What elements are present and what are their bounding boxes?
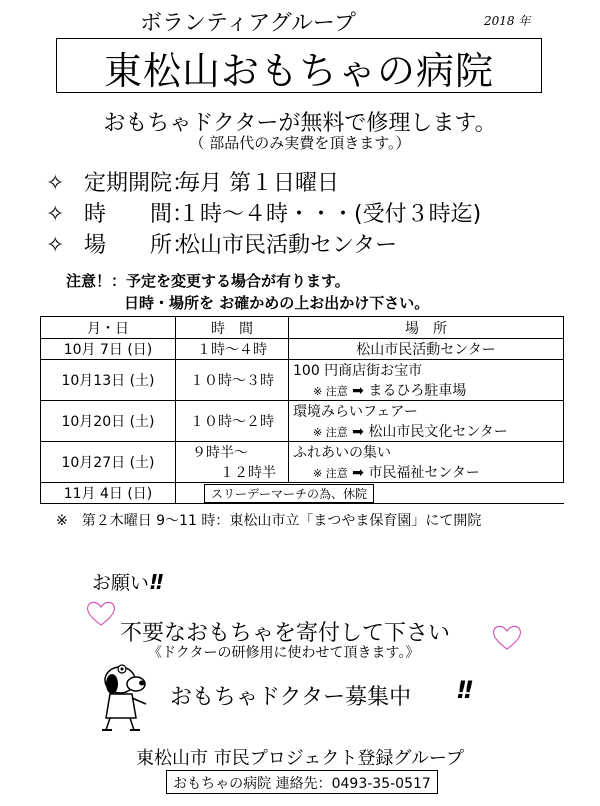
row-place — [289, 360, 564, 401]
heart-icon — [84, 598, 118, 628]
row-date: 10月20日 (土) — [41, 401, 176, 442]
row-date: 10月 7日 (日) — [41, 339, 176, 360]
header-date: 月・日 — [41, 317, 176, 339]
request-heading — [92, 568, 161, 595]
info-schedule — [46, 166, 339, 197]
row-time: １０時～２時 — [176, 401, 289, 442]
exclamation-mark: !! — [149, 570, 162, 594]
row-date: 10月27日 (土) — [41, 442, 176, 483]
lead-text: おもちゃドクターが無料で修理します。 — [103, 111, 497, 136]
header-place: 場 所 — [289, 317, 564, 339]
note-text: 市民福祉センター — [368, 465, 480, 481]
sparkle-icon: ✧ — [46, 202, 65, 227]
info-label: 時 間： — [84, 202, 195, 227]
sparkle-icon: ✧ — [46, 233, 65, 258]
doctor-dog-illustration — [92, 660, 154, 734]
info-hours — [46, 197, 481, 228]
project-group: 東松山市 市民プロジェクト登録グループ — [136, 748, 464, 769]
row-place-name: ふれあいの集い — [293, 445, 391, 461]
group-label: ボランティアグループ — [140, 11, 356, 36]
schedule-table — [40, 316, 564, 504]
row-time — [176, 442, 289, 483]
note-prefix: ※ 注意 — [313, 426, 348, 439]
row-time-end: １２時半 — [220, 465, 276, 481]
page-title: 東松山おもちゃの病院 — [103, 49, 494, 93]
row-time-start: ９時半～ — [192, 445, 248, 461]
cancel-notice: スリーデーマーチの為、休院 — [204, 484, 374, 503]
exclamation-mark: !! — [456, 676, 470, 704]
row-place — [289, 442, 564, 483]
warning-line-1: 注意！：予定を変更する場合が有ります。 — [66, 272, 350, 290]
info-place — [46, 228, 397, 259]
info-value: 毎月 第１日曜日 — [178, 171, 339, 196]
arrow-right-icon: ➡ — [352, 424, 364, 440]
info-value: 松山市民活動センター — [178, 233, 398, 258]
row-place: 松山市民活動センター — [289, 339, 564, 360]
info-value: １時～４時・・・(受付３時迄) — [178, 202, 482, 227]
sparkle-icon: ✧ — [46, 171, 65, 196]
table-row — [41, 339, 564, 360]
note-prefix: ※ 注意 — [313, 385, 348, 398]
table-row — [41, 442, 564, 483]
table-row — [41, 401, 564, 442]
table-header-row — [41, 317, 564, 339]
donate-subtext: 《ドクターの研修用に使わせて頂きます。》 — [148, 645, 420, 661]
note-text: まるひろ駐車場 — [368, 383, 467, 399]
warning-line-2: 日時・場所を お確かめの上お出かけ下さい。 — [124, 294, 430, 312]
row-place-note — [293, 380, 559, 400]
note-prefix: ※ 注意 — [313, 467, 348, 480]
recruit-text: おもちゃドクター募集中 — [170, 685, 412, 710]
table-row — [41, 483, 564, 504]
parts-cost-note: （ 部品代のみ実費を頂きます。） — [189, 134, 411, 152]
request-label: お願い — [92, 572, 150, 594]
row-place — [289, 401, 564, 442]
row-place-name: 環境みらいフェアー — [293, 404, 418, 420]
header-time: 時 間 — [176, 317, 289, 339]
contact-info: おもちゃの病院 連絡先：0493-35-0517 — [173, 776, 431, 792]
arrow-right-icon: ➡ — [352, 383, 364, 399]
info-label: 場 所： — [84, 233, 195, 258]
row-cancel — [176, 483, 564, 504]
row-date: 10月13日 (土) — [41, 360, 176, 401]
footnote: ※ 第２木曜日 9～11 時：東松山市立「まつやま保育園」にて開院 — [56, 513, 482, 529]
year-label: 2018 年 — [484, 14, 531, 28]
row-time: １時～４時 — [176, 339, 289, 360]
donate-text: 不要なおもちゃを寄付して下さい — [120, 621, 451, 646]
arrow-right-icon: ➡ — [352, 465, 364, 481]
table-row — [41, 360, 564, 401]
row-place-name: 100 円商店街お宝市 — [293, 363, 423, 379]
info-label: 定期開院： — [84, 171, 195, 196]
row-date: 11月 4日 (日) — [41, 483, 176, 504]
row-time: １０時～３時 — [176, 360, 289, 401]
row-place-note — [293, 462, 559, 482]
heart-icon — [490, 622, 524, 652]
row-place-note — [293, 421, 559, 441]
note-text: 松山市民文化センター — [368, 424, 508, 440]
